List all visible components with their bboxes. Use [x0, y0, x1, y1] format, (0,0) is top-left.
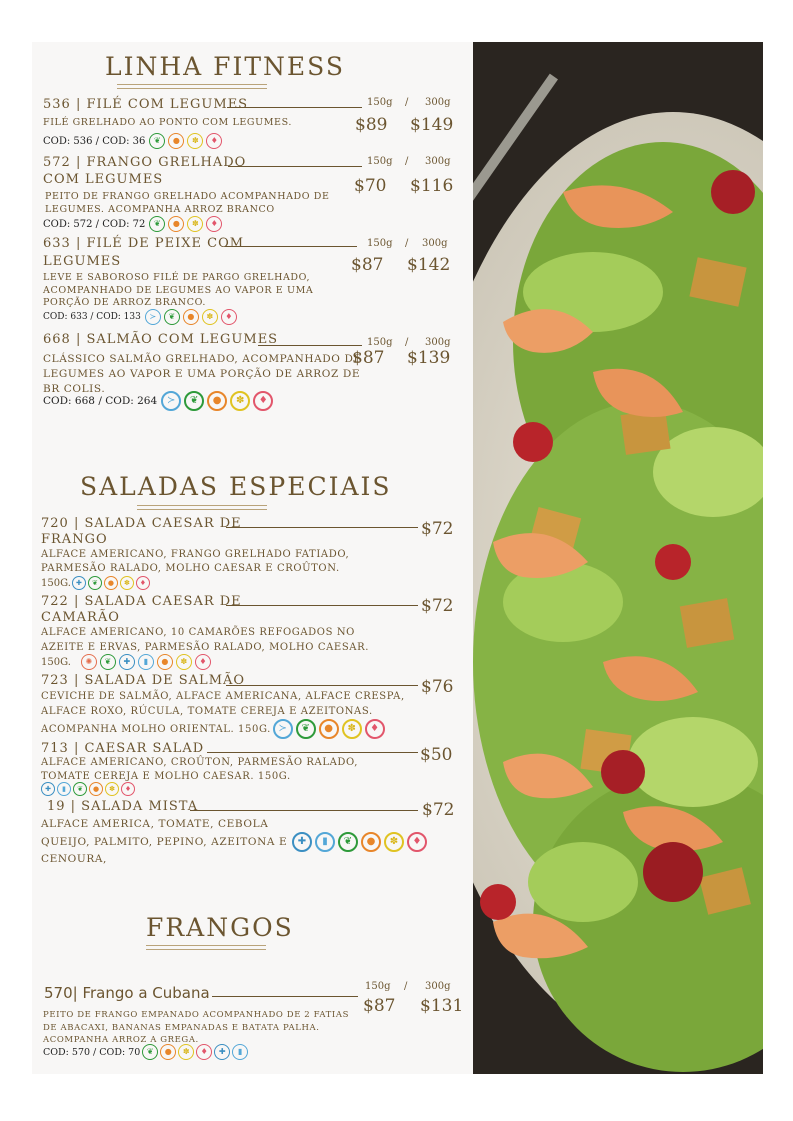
item-description: ALFACE AMERICA, TOMATE, CEBOLA QUEIJO, PALMITO, PEPINO, AZEITONA E ✚ ▮ ❦ ● ✽ ♦ CENOURA,	[41, 817, 427, 867]
egg-free-icon: ●	[361, 832, 381, 852]
item-code-row	[43, 133, 222, 149]
item-description: ALFACE AMERICANO, CROÛTON, PARMESÃO RALADO, TOMATE CEREJA E MOLHO CAESAR. 150G.	[41, 757, 359, 782]
item-description: PEITO DE FRANGO EMPANADO ACOMPANHADO DE 2 FATIAS DE ABACAXI, BANANAS EMPANADAS E BATATA PALHA. ACOMPANHA ARROZ A GREGA.	[43, 1010, 350, 1045]
seafood-icon: ✺	[81, 654, 97, 670]
dotted-leader	[190, 810, 418, 811]
egg-free-icon: ●	[319, 719, 339, 739]
section-title-saladas: SALADAS ESPECIAIS	[80, 472, 392, 501]
price: $76	[421, 677, 454, 697]
size-label: 150g	[367, 238, 393, 249]
dotted-leader	[227, 107, 362, 108]
lactose-free-icon: ♦	[221, 309, 237, 325]
item-code-row	[41, 576, 150, 590]
fish-icon: ≻	[161, 391, 181, 411]
item-code-row	[43, 216, 222, 232]
egg-free-icon: ●	[168, 216, 184, 232]
item-description: LEVE E SABOROSO FILÉ DE PARGO GRELHADO, ACOMPANHADO DE LEGUMES AO VAPOR E UMA PORÇÃO DE ARROZ BRANCO.	[43, 272, 314, 308]
menu-item-name-cont: FRANGO	[41, 532, 108, 547]
lactose-free-icon: ♦	[206, 133, 222, 149]
item-code: COD: 633 / COD: 133	[43, 312, 141, 322]
price: $70	[354, 176, 387, 196]
lactose-free-icon: ♦	[195, 654, 211, 670]
salad-photo-illustration	[473, 42, 763, 1074]
price: $131	[420, 996, 464, 1016]
menu-item-name: 570| Frango a Cubana	[44, 984, 210, 1002]
menu-item-name: 668 | SALMÃO COM LEGUMES	[43, 332, 279, 347]
title-underline	[117, 84, 267, 89]
menu-item-name: 713 | CAESAR SALAD	[41, 741, 205, 756]
price: $87	[363, 996, 396, 1016]
menu-item-name: 536 | FILÉ COM LEGUMES	[43, 97, 249, 112]
lactose-free-icon: ♦	[407, 832, 427, 852]
dotted-leader	[212, 996, 358, 997]
gluten-free-icon: ✽	[120, 576, 134, 590]
fitness-icon: ❦	[149, 216, 165, 232]
menu-item-name: 720 | SALADA CAESAR DE	[41, 516, 242, 531]
dog-icon: ✚	[72, 576, 86, 590]
egg-free-icon: ●	[104, 576, 118, 590]
price: $72	[421, 519, 454, 539]
price: $116	[410, 176, 454, 196]
dog-icon: ✚	[119, 654, 135, 670]
salad-photo	[473, 42, 763, 1074]
dotted-leader	[226, 605, 418, 606]
menu-item-name-cont: LEGUMES	[43, 254, 122, 269]
item-code: COD: 536 / COD: 36	[43, 135, 146, 147]
gluten-free-icon: ✽	[178, 1044, 194, 1060]
size-label: 150g	[367, 156, 393, 167]
price: $142	[407, 255, 451, 275]
item-description: ALFACE AMERICANO, 10 CAMARÕES REFOGADOS NO AZEITE E ERVAS, PARMESÃO RALADO, MOLHO CAESAR.	[41, 627, 370, 653]
fitness-icon: ❦	[100, 654, 116, 670]
item-description: PEITO DE FRANGO GRELHADO ACOMPANHADO DE LEGUMES. ACOMPANHA ARROZ BRANCO	[45, 191, 330, 215]
size-separator: /	[405, 337, 409, 348]
size-label: 300g	[425, 97, 451, 108]
size-separator: /	[404, 981, 408, 992]
title-underline	[137, 505, 267, 510]
price: $87	[352, 348, 385, 368]
price: $72	[421, 596, 454, 616]
size-separator: /	[405, 238, 409, 249]
title-underline	[146, 945, 266, 950]
price: $87	[351, 255, 384, 275]
size-separator: /	[405, 97, 409, 108]
dotted-leader	[226, 527, 418, 528]
dairy-icon: ▮	[232, 1044, 248, 1060]
menu-item-name: 723 | SALADA DE SALMÃO	[41, 673, 246, 688]
egg-free-icon: ●	[168, 133, 184, 149]
size-label: 300g	[425, 981, 451, 992]
gluten-free-icon: ✽	[187, 133, 203, 149]
dog-icon: ✚	[41, 782, 55, 796]
gluten-free-icon: ✽	[230, 391, 250, 411]
item-description: ALFACE AMERICANO, FRANGO GRELHADO FATIADO, PARMESÃO RALADO, MOLHO CAESAR E CROÛTON.	[41, 549, 350, 574]
fitness-icon: ❦	[164, 309, 180, 325]
dairy-icon: ▮	[138, 654, 154, 670]
lactose-free-icon: ♦	[196, 1044, 212, 1060]
menu-item-name: 633 | FILÉ DE PEIXE COM	[43, 236, 245, 251]
lactose-free-icon: ♦	[206, 216, 222, 232]
size-label: 300g	[425, 156, 451, 167]
fitness-icon: ❦	[88, 576, 102, 590]
fitness-icon: ❦	[149, 133, 165, 149]
item-code: COD: 570 / COD: 70	[43, 1046, 141, 1058]
gluten-free-icon: ✽	[105, 782, 119, 796]
lactose-free-icon: ♦	[253, 391, 273, 411]
item-code-row	[43, 1044, 248, 1060]
price: $149	[410, 115, 454, 135]
gluten-free-icon: ✽	[202, 309, 218, 325]
price: $89	[355, 115, 388, 135]
egg-free-icon: ●	[160, 1044, 176, 1060]
size-label: 300g	[422, 238, 448, 249]
dog-icon: ✚	[292, 832, 312, 852]
menu-item-name: 572 | FRANGO GRELHADO	[43, 155, 247, 170]
menu-item-name: 722 | SALADA CAESAR DE	[41, 594, 242, 609]
item-code-row	[43, 391, 273, 411]
gluten-free-icon: ✽	[176, 654, 192, 670]
menu-item-name-cont: COM LEGUMES	[43, 172, 164, 187]
item-icons-row	[41, 782, 135, 796]
item-description: CEVICHE DE SALMÃO, ALFACE AMERICANA, ALFACE CRESPA, ALFACE ROXO, RÚCULA, TOMATE CEREJA E AZEITONAS. ACOMPANHA MOLHO ORIENTAL. 150G. ≻ ❦ ● ✽ ♦	[41, 689, 405, 739]
gluten-free-icon: ✽	[384, 832, 404, 852]
egg-free-icon: ●	[207, 391, 227, 411]
price: $72	[422, 800, 455, 820]
dotted-leader	[228, 166, 362, 167]
fitness-icon: ❦	[296, 719, 316, 739]
price: $50	[420, 745, 453, 765]
dairy-icon: ▮	[315, 832, 335, 852]
lactose-free-icon: ♦	[121, 782, 135, 796]
menu-item-name-cont: CAMARÃO	[41, 610, 120, 625]
size-label: 150g	[365, 981, 391, 992]
item-description: CLÁSSICO SALMÃO GRELHADO, ACOMPANHADO DE LEGUMES AO VAPOR E UMA PORÇÃO DE ARROZ DE BR COLIS.	[43, 353, 362, 395]
fish-icon: ≻	[273, 719, 293, 739]
dog-icon: ✚	[214, 1044, 230, 1060]
item-code: COD: 572 / COD: 72	[43, 218, 146, 230]
egg-free-icon: ●	[89, 782, 103, 796]
fitness-icon: ❦	[184, 391, 204, 411]
dotted-leader	[258, 345, 362, 346]
dairy-icon: ▮	[57, 782, 71, 796]
dotted-leader	[207, 752, 418, 753]
fitness-icon: ❦	[73, 782, 87, 796]
section-title-fitness: LINHA FITNESS	[105, 52, 345, 81]
lactose-free-icon: ♦	[136, 576, 150, 590]
egg-free-icon: ●	[183, 309, 199, 325]
item-description: FILÉ GRELHADO AO PONTO COM LEGUMES.	[43, 117, 292, 128]
dotted-leader	[225, 246, 357, 247]
item-weight: 150G.	[41, 577, 71, 589]
menu-item-name: 19 | SALADA MISTA	[47, 799, 199, 814]
size-label: 150g	[367, 337, 393, 348]
price: $139	[407, 348, 451, 368]
fitness-icon: ❦	[142, 1044, 158, 1060]
section-title-frangos: FRANGOS	[146, 913, 294, 942]
size-separator: /	[405, 156, 409, 167]
gluten-free-icon: ✽	[187, 216, 203, 232]
item-code: COD: 668 / COD: 264	[43, 395, 158, 407]
gluten-free-icon: ✽	[342, 719, 362, 739]
fitness-icon: ❦	[338, 832, 358, 852]
size-label: 300g	[425, 337, 451, 348]
item-weight: 150G.	[41, 656, 71, 668]
dotted-leader	[226, 685, 418, 686]
item-code-row	[41, 654, 211, 670]
fish-icon: ≻	[145, 309, 161, 325]
lactose-free-icon: ♦	[365, 719, 385, 739]
size-label: 150g	[367, 97, 393, 108]
egg-free-icon: ●	[157, 654, 173, 670]
item-code-row	[43, 309, 237, 325]
